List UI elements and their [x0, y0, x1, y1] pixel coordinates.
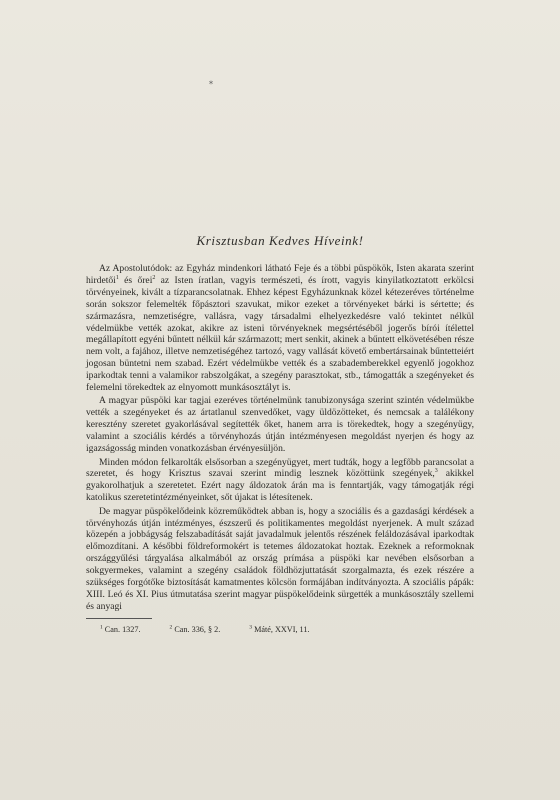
footnote-text: Can. 336, § 2.	[172, 624, 221, 634]
paragraph-3	[86, 457, 474, 505]
text-run: és őrei	[118, 274, 153, 286]
footnote-2	[170, 624, 221, 636]
letter-body	[86, 263, 474, 636]
footnote-divider	[86, 618, 152, 619]
text-run: Az Apostolutódok: az Egyház mindenkori látható Feje és a többi püspökök, Isten akarata szerint hirdetői	[86, 263, 474, 286]
footnote-ref: 1	[115, 274, 119, 281]
footnote-mark: 1	[100, 624, 103, 631]
footnote-ref: 3	[434, 468, 438, 475]
footnote-mark: 2	[169, 624, 173, 631]
printer-mark: *	[209, 80, 213, 89]
footnote-ref: 2	[152, 274, 156, 281]
text-run: De magyar püspökelődeink közreműködtek abban is, hogy a szociális és a gazdasági kérdések a törvényhozás útján intézményes, észszerű és politikamentes megoldást nyerjenek. A mult század közepén a jobbágyság felszabadítását saját javadalmuk jelentős részének feláldozásával iparkodtak előmozdítani. A későbbi földreformokért is tetemes áldozatokat hoztak. Ezeknek a reformoknak országgyűlési tárgyalása alkalmából az ország prímása a püspöki kar nevében elsősorban a sokgyermekes, valamint a szegény családok földhözjuttatását szorgalmazta, és ezek részére a szükséges forgótőke biztosítását kamatmentes kölcsön formájában indítványozta. A szociális pápák: XIII. Leó és XI. Pius útmutatása szerint magyar püspökelődeink sürgették a munkásosztály szellemi és anyagi	[86, 505, 474, 612]
footnote-3	[249, 624, 309, 636]
text-run: akikkel gyakorolhatjuk a szeretetet. Ezért nagy áldozatok árán ma is fenntartják, vagy támogatják régi katolikus szeretetintézményeinket, sőt újakat is létesítenek.	[86, 468, 474, 504]
paragraph-1	[86, 263, 474, 394]
footnotes	[86, 624, 474, 636]
paragraph-2	[86, 395, 474, 455]
footnote-mark: 3	[249, 624, 253, 631]
footnote-text: Can. 1327.	[102, 624, 141, 634]
text-run: A magyar püspöki kar tagjai ezeréves történelmünk tanubizonysága szerint szintén védelmükbe vették a szegényeket és az ártatlanul szenvedőket, vagy üldözötteket, és nemcsak a találékony keresztény szeretet gyakorlásával segítették őket, hanem arra is törekedtek, hogy a szegényügy, valamint a szociális kérdés a törvényhozás útján intézményesen megoldást nyerjen és hogy az igazságosság minden vonatkozásban érvényesüljön.	[86, 395, 474, 455]
text-run: az Isten íratlan, vagyis természeti, és írott, vagyis kinyilatkoztatott erkölcsi törvényeinek, kivált a tízparancsolatnak. Ehhez képest Egyházunknak közel kétezeréves történelme során sokszor felemelték főpásztori szavukat, mikor ezeket a törvényeket bárki is sértette; és származásra, nemzetiségre, vallásra, vagy társadalmi elhelyezkedésre való tekintet nélkül védelmükbe vették azokat, akikre az isteni törvényeknek megsértéséből jogerős bírói ítélettel megállapított egyéni bűntett nélkül kár származott; mert senkit, akinek a bűntett elkövetésében része nem volt, a fajához, illetve nemzetiségéhez tartozó, vagy vallását követő embertársainak bűntetteiért jogosan büntetni nem szabad. Ezért védelmükbe vették és a szabademberekkel egyenlő jogokhoz iparkodtak tenni a valamikor rabszolgákat, a szegény parasztokat, stb., támogatták a szegényeket és felemelni törekedtek az elnyomott munkásosztályt is.	[86, 274, 474, 394]
text-run: Minden módon felkarolták elsősorban a szegényügyet, mert tudták, hogy a legfőbb parancsolat a szeretet, és hogy Krisztus szavai szerint mindig lesznek közöttünk szegények,	[86, 456, 474, 480]
greeting-heading: Krisztusban Kedves Híveink!	[196, 233, 364, 248]
paragraph-4	[86, 506, 474, 613]
footnote-1	[100, 624, 141, 636]
footnote-text: Máté, XXVI, 11.	[252, 624, 310, 634]
